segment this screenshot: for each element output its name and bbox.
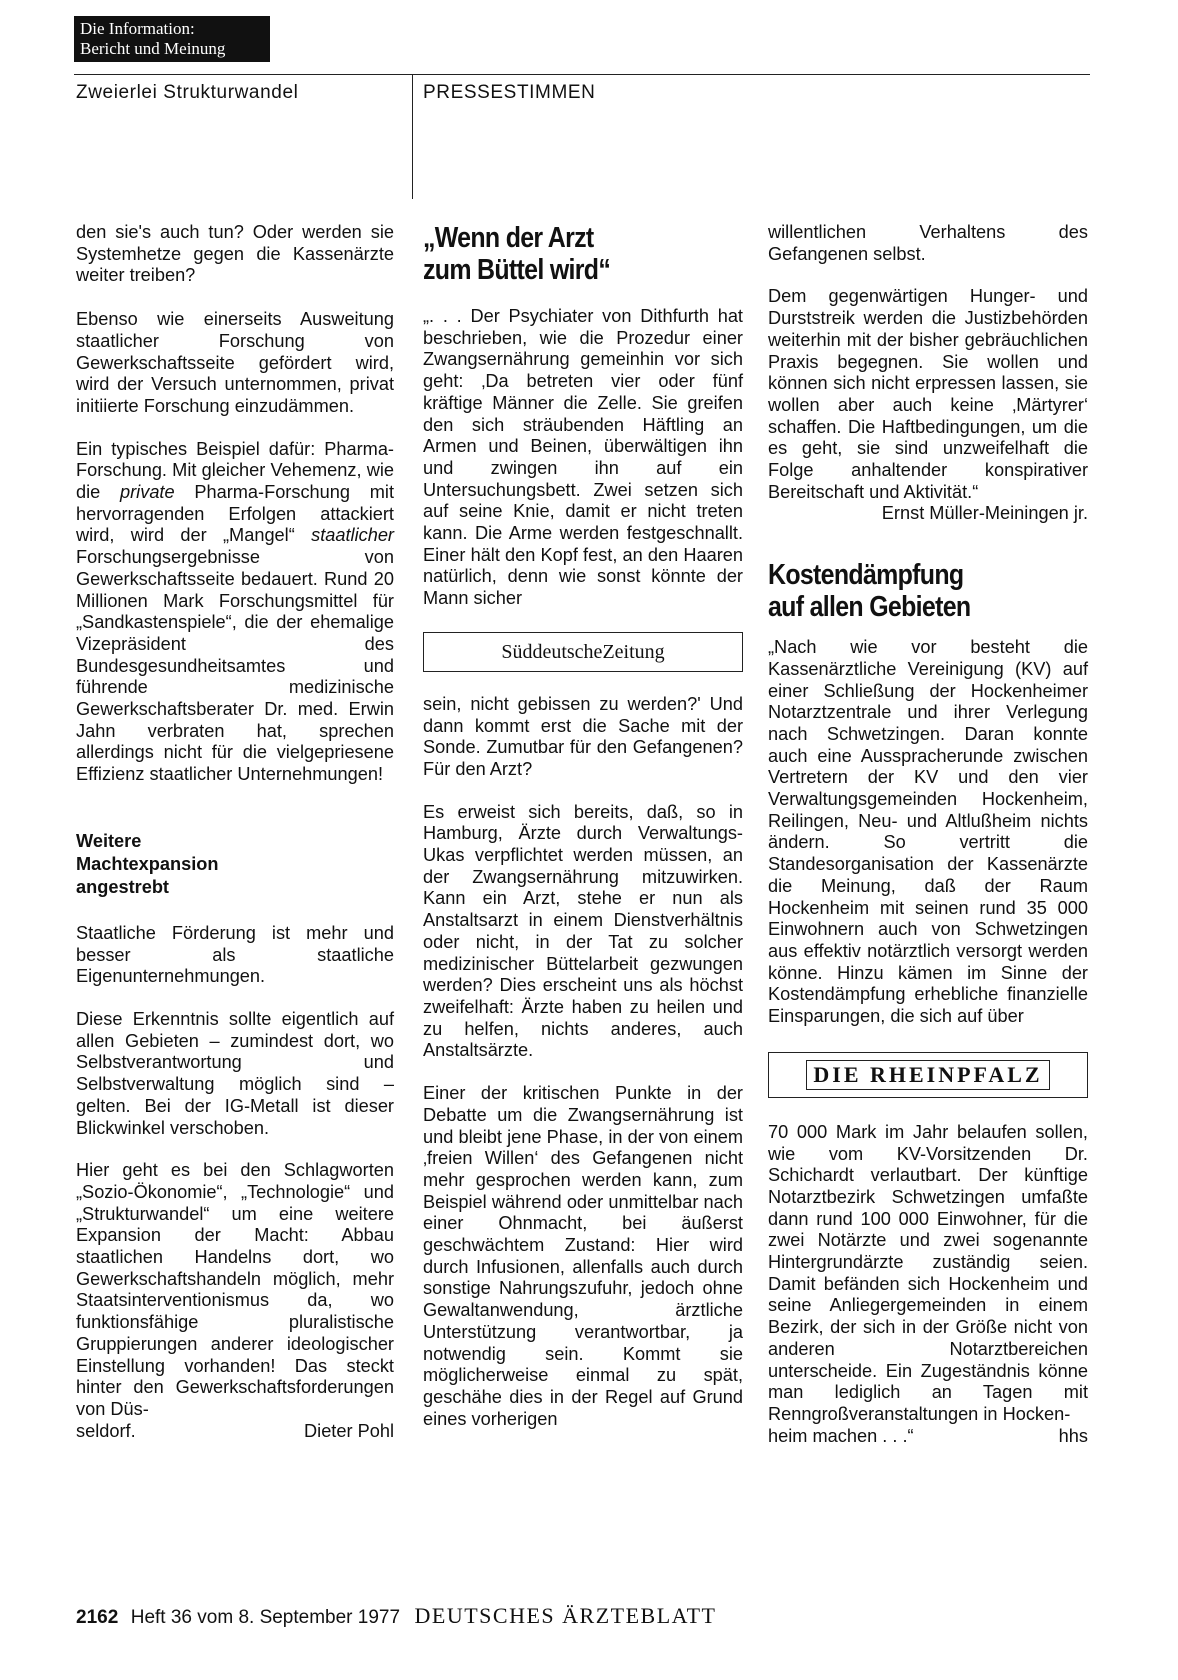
author-name: Ernst Müller-Meiningen jr. xyxy=(881,503,1088,524)
section-title-left: Zweierlei Strukturwandel xyxy=(76,82,299,103)
paragraph: den sie's auch tun? Oder werden sie Systemhetze gegen die Kassenärzte weiter treiben? xyxy=(76,222,394,286)
journal-masthead: DEUTSCHES ÄRZTEBLATT xyxy=(414,1603,717,1628)
author-name: Dieter Pohl xyxy=(304,1420,394,1441)
paragraph: „Nach wie vor besteht die Kassenärztliche Vereinigung (KV) auf einer Schließung der Hockenheimer Notarztzentrale und ihrer Verlegung nach Schwetzingen. Daran konnte auch eine Ausspracherunde zwischen Vertretern der KV und den vier Verwaltungsgemeinden Hockenheim, Reilingen, Neu- und Altlußheim nichts ändern. So vertritt die Standesorganisation der Kassenärzte die Meinung, daß der Raum Hockenheim mit seinen rund 35 000 Einwohnern auch von Schwetzingen aus effektiv notärztlich versorgt werden könne. Hinzu kämen im Sinne der Kostendämpfung erhebliche finanzielle Einsparungen, die sich auf über xyxy=(768,637,1088,1027)
issue-info: Heft 36 vom 8. September 1977 xyxy=(130,1607,401,1628)
middle-column xyxy=(423,222,743,1430)
page-number: 2162 xyxy=(76,1607,119,1628)
paragraph: 70 000 Mark im Jahr belaufen sollen, wie vom KV-Vorsitzenden Dr. Schichardt verlautbart. Der künftige Notarztbezirk Schwetzingen umfaßte dann rund 100 000 Einwohner, für die zwei Notärzte und zwei sogenannte Hintergrundärzte zuständig seien. Damit befänden sich Hockenheim und seine Anliegergemeinden in einem Bezirk, der sich in der Größe nicht von anderen Notarztbereichen unterscheide. Ein Zugeständnis könne man lediglich an Tagen mit Renngroßveranstaltungen in Hocken- xyxy=(768,1121,1088,1424)
article-headline: Kostendämpfung auf allen Gebieten xyxy=(768,559,971,624)
rubric-line-1: Die Information: xyxy=(80,19,195,38)
paragraph: Hier geht es bei den Schlagworten „Sozio-Ökonomie“, „Technologie“ und „Strukturwandel“ um eine weitere Expansion der Macht: Abbau staatlichen Handelns dort, wo Gewerkschaftshandeln möglich, mehr Staatsinterventionismus da, wo funktionsfähige pluralistische Gruppierungen anderer ideologischer Einstellung vorhanden! Das steckt hinter den Gewerkschaftsforderungen von Düs- xyxy=(76,1160,394,1419)
section-title-right: PRESSESTIMMEN xyxy=(423,82,596,103)
newspaper-logo-rheinpfalz: DIE RHEINPFALZ xyxy=(768,1052,1088,1098)
paragraph: Diese Erkenntnis sollte eigentlich auf allen Gebieten – zumindest dort, wo Selbstverantwortung und Selbstverwaltung möglich sind – gelten. Bei der IG-Metall ist dieser Blickwinkel verschoben. xyxy=(76,1008,394,1138)
signature-line: heim machen . . .“ hhs xyxy=(768,1425,1088,1446)
rubric-line-2: Bericht und Meinung xyxy=(80,39,226,58)
paragraph: willentlichen Verhaltens des Gefangenen selbst. xyxy=(768,222,1088,264)
emphasis: private xyxy=(120,482,175,503)
paragraph: sein, nicht gebissen zu werden?' Und dann kommt erst die Sache mit der Sonde. Zumutbar für den Gefangenen? Für den Arzt? xyxy=(423,693,743,779)
page-footer xyxy=(76,1603,716,1629)
paragraph: Es erweist sich bereits, daß, so in Hamburg, Ärzte durch Verwaltungs-Ukas verpflichtet werden müssen, an der Zwangsernährung mitzuwirken. Kann ein Arzt, stehe er nun als Anstaltsarzt in einem Dienstverhältnis oder nicht, in der Tat zu solcher medizinischer Büttelarbeit gezwungen werden? Dies erscheint uns als höchst zweifelhaft: Ärzte haben zu heilen und zu helfen, nichts anderes, auch Anstaltsärzte. xyxy=(423,801,743,1061)
header-divider xyxy=(412,74,413,199)
left-column xyxy=(76,222,394,1442)
paragraph: Ein typisches Beispiel dafür: Pharma-Forschung. Mit gleicher Vehemenz, wie die private Pharma-Forschung mit hervorragenden Erfolgen attackiert wird, wird der „Mangel“ staatlicher Forschungsergebnisse von Gewerkschaftsseite bedauert. Rund 20 Millionen Mark Forschungsmittel für „Sandkastenspiele“, die der ehemalige Vizepräsident des Bundesgesundheitsamtes und führende medizinische Gewerkschaftsberater Dr. med. Erwin Jahn verbraten hat, sprechen allerdings nicht für die vielgepriesene Effizienz staatlicher Unternehmungen! xyxy=(76,438,394,785)
right-column xyxy=(768,222,1088,1447)
paragraph: Dem gegenwärtigen Hunger- und Durststreik werden die Justizbehörden weiterhin mit der bisher gebräuchlichen Praxis begegnen. Sie wollen und können sich nicht erpressen lassen, sie wollen aber auch keine ‚Märtyrer‘ schaffen. Die Haftbedingungen, um die es geht, sie sind unzweifelhaft die Folge anhaltender konspirativer Bereitschaft und Aktivität.“ xyxy=(768,286,1088,502)
newspaper-logo-sueddeutsche: SüddeutscheZeitung xyxy=(423,632,743,672)
author-initials: hhs xyxy=(1058,1425,1088,1446)
header-rule xyxy=(74,74,1090,75)
signature-line: seldorf. Dieter Pohl xyxy=(76,1420,394,1441)
article-headline: „Wenn der Arzt zum Büttel wird“ xyxy=(423,222,611,286)
paragraph: „. . . Der Psychiater von Dithfurth hat beschrieben, wie die Prozedur einer Zwangsernährung gemeinhin vor sich geht: ‚Da betreten vier oder fünf kräftige Männer die Zelle. Sie greifen den sich sträubenden Häftling an Armen und Beinen, überwältigen ihn und zwingen ihn auf ein Untersuchungsbett. Zwei setzen sich auf seine Knie, damit er nicht treten kann. Die Arme werden festgeschnallt. Einer hält den Kopf fest, an den Haaren natürlich, denn wie sonst könnte der Mann sicher xyxy=(423,306,743,609)
paragraph: Ebenso wie einerseits Ausweitung staatlicher Forschung von Gewerkschaftsseite gefördert wird, wird der Versuch unternommen, privat initiierte Forschung einzudämmen. xyxy=(76,309,394,416)
paragraph: Einer der kritischen Punkte in der Debatte um die Zwangsernährung ist und bleibt jene Phase, in der von einem ‚freien Willen‘ des Gefangenen nicht mehr gesprochen werden kann, zum Beispiel während oder unmittelbar nach einer Ohnmacht, bei äußerst geschwächtem Zustand: Hier wird durch Infusionen, allenfalls auch durch sonstige Nahrungszufuhr, jedoch ohne Gewaltanwendung, ärztliche Unterstützung verantwortbar, ja notwendig sein. Kommt sie möglicherweise einmal zu spät, geschähe dies in der Regel auf Grund eines vorherigen xyxy=(423,1083,743,1429)
section-rubric xyxy=(74,16,270,62)
subheading: Weitere Machtexpansion angestrebt xyxy=(76,830,219,897)
emphasis: staatlicher xyxy=(311,525,394,546)
paragraph: Staatliche Förderung ist mehr und besser als staatliche Eigenunternehmungen. xyxy=(76,922,394,987)
